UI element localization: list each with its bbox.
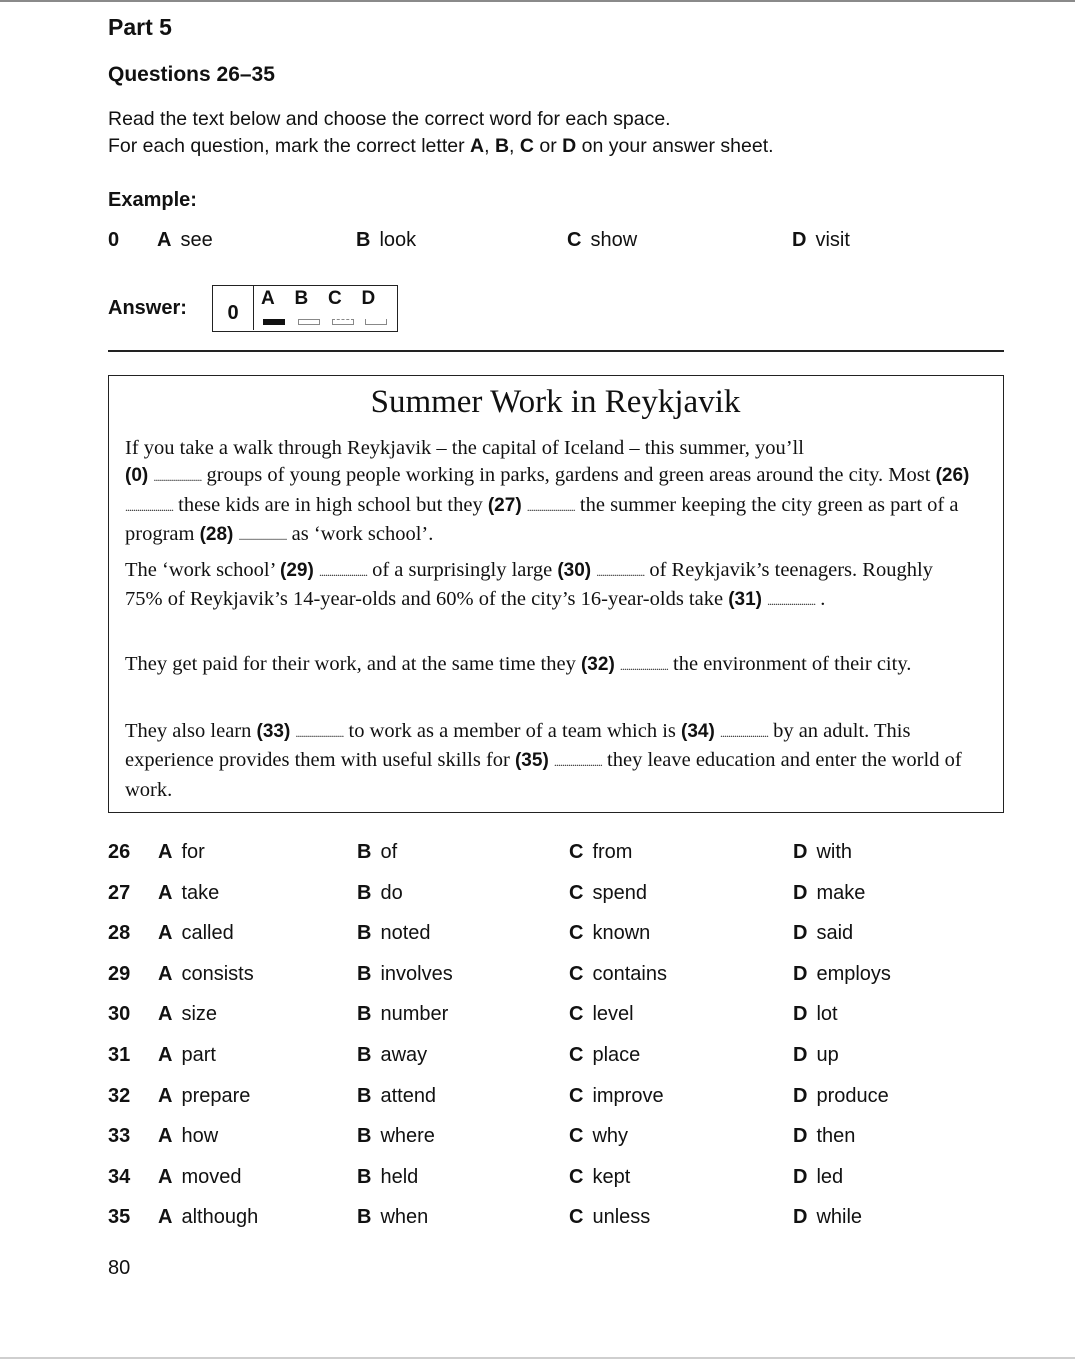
option-d[interactable] [793,841,852,864]
option-letter: A [158,1084,173,1107]
example-label: Example: [108,189,197,211]
passage-text: to work as a member of a team which is [343,720,682,742]
gap-blank: ........................ [767,594,816,609]
option-letter: A [157,229,172,251]
option-letter: B [357,1084,372,1107]
option-c[interactable] [569,841,632,864]
answer-mark-b-empty [298,319,320,325]
section-divider [108,350,1004,352]
gap-number-28: (28) [199,523,234,545]
option-text: noted [380,922,431,945]
question-number: 26 [108,841,131,863]
question-row-26 [108,841,1004,871]
question-number: 31 [108,1044,131,1066]
option-d[interactable] [793,1044,839,1067]
option-d[interactable] [793,963,891,986]
option-text: with [816,841,853,863]
option-letter: A [158,1044,173,1066]
option-text: although [181,1206,259,1229]
answer-letter-c: C [328,288,342,309]
option-letter: D [793,881,808,904]
option-letter: C [569,1206,584,1229]
passage-text: The ‘work school’ [125,559,281,581]
question-row-29 [108,963,1004,993]
option-c[interactable] [569,922,650,945]
option-b[interactable] [357,963,453,986]
passage-text: they leave education and enter the world of work. [125,749,962,801]
option-a[interactable] [158,963,254,986]
option-text: from [592,841,633,863]
option-letter: D [793,1125,808,1148]
gap-number-35: (35) [514,750,549,772]
option-d[interactable] [793,1206,862,1229]
instruction-text: on your answer sheet. [576,135,774,157]
gap-blank: ........................ [295,726,344,740]
question-number: 32 [108,1084,131,1107]
page-number: 80 [108,1257,131,1279]
option-text: for [181,841,205,863]
option-text: prepare [181,1084,251,1107]
question-number: 30 [108,1003,131,1026]
option-d[interactable] [793,922,853,945]
option-text: part [181,1044,216,1066]
gap-number-32: (32) [580,654,615,675]
option-text: led [816,1165,844,1188]
option-letter: C [569,841,584,863]
instruction-text: or [533,135,563,157]
option-b[interactable] [357,922,431,945]
question-row-31 [108,1044,1004,1074]
option-a[interactable] [158,841,205,864]
answer-box-number: 0 [213,286,254,330]
option-d[interactable] [793,882,865,905]
gap-number-27: (27) [487,494,522,516]
option-c[interactable] [569,963,667,986]
option-letter: B [357,1044,372,1066]
gap-blank: ........................ [153,470,202,485]
option-b[interactable] [357,1206,428,1229]
question-row-33 [108,1125,1004,1155]
question-number: 34 [108,1165,131,1188]
option-letter: A [158,1206,173,1229]
passage-text: as ‘work school’. [286,522,434,545]
answer-mark-d-empty [365,319,387,325]
option-text: held [380,1165,419,1188]
option-text: why [592,1125,629,1148]
option-text: see [180,229,213,251]
option-letter: B [357,922,372,945]
option-text: kept [592,1165,631,1188]
option-d[interactable] [793,1166,843,1189]
option-text: take [181,881,220,904]
passage-text: They get paid for their work, and at the same time they [125,653,581,675]
option-b[interactable] [357,882,403,905]
option-text: show [590,229,638,251]
gap-number-26: (26) [935,465,970,487]
option-text: number [380,1003,449,1026]
option-b[interactable] [357,1003,448,1026]
passage-text: They also learn [125,720,257,742]
option-letter: D [793,1084,808,1107]
instruction-text: , [509,135,520,157]
option-letter: A [158,1125,173,1148]
option-b[interactable] [357,1166,418,1189]
instruction-text: For each question, mark the correct letter [108,135,470,157]
option-letter: C [569,962,584,985]
option-text: contains [592,962,667,985]
option-c[interactable] [569,1125,628,1148]
passage-text: by an adult. This experience provides them with useful skills for [125,720,911,772]
questions-title: Questions 26–35 [108,63,275,86]
option-b[interactable] [357,841,397,864]
question-row-27 [108,882,1004,912]
answer-letter-b: B [294,288,309,309]
option-letter: C [569,1165,584,1188]
question-row-28 [108,922,1004,952]
option-a[interactable] [158,922,234,945]
example-number: 0 [108,229,120,251]
example-option-c [567,229,637,252]
option-text: size [181,1003,218,1026]
option-letter: C [569,922,584,945]
passage-text: the environment of their city. [667,653,912,675]
page-top-border [0,0,1075,2]
option-letter: B [357,1125,372,1148]
option-text: level [592,1003,634,1026]
option-letter: A [158,881,173,904]
option-d[interactable] [793,1003,838,1026]
option-a[interactable] [158,1044,216,1067]
instruction-line-2 [108,135,774,158]
answer-label: Answer: [108,297,187,319]
answer-mark-c-empty [332,319,354,325]
option-letter: B [357,962,372,985]
option-letter: D [793,922,808,945]
question-number: 28 [108,922,131,945]
gap-number-29: (29) [280,560,314,581]
option-text: called [181,922,234,945]
option-a[interactable] [158,1003,217,1026]
option-letter: A [158,962,173,985]
option-text: lot [816,1003,838,1026]
option-letter: C [569,1125,584,1148]
option-b[interactable] [357,1044,427,1067]
question-row-32 [108,1085,1004,1115]
option-letter: C [569,1084,584,1107]
option-letter: A [158,1165,173,1188]
passage-text: groups of young people working in parks, gardens and green areas around the city. Most [201,464,936,487]
part-title: Part 5 [108,14,172,40]
option-text: consists [181,962,254,985]
question-number: 35 [108,1206,131,1229]
option-text: away [380,1044,428,1066]
option-letter: A [158,922,173,945]
option-text: attend [380,1084,437,1107]
gap-blank: ........................ [238,528,287,543]
option-a[interactable] [158,882,219,905]
passage-paragraph-3 [125,651,975,680]
option-text: visit [815,229,850,251]
passage-paragraph-4 [125,718,975,804]
option-text: spend [592,881,647,904]
passage-paragraph-2 [125,557,975,616]
option-a[interactable] [158,1206,258,1229]
option-letter: B [357,1206,372,1229]
option-text: make [816,881,866,904]
gap-blank: ........................ [719,726,768,740]
option-letter: D [792,229,807,251]
answer-mark-a-filled [263,319,285,325]
gap-number-34: (34) [681,721,715,742]
option-text: produce [816,1084,889,1107]
option-text: when [380,1206,429,1229]
option-letter: B [357,1003,372,1026]
question-number: 27 [108,881,131,904]
reading-passage-box [108,375,1004,813]
passage-text: If you take a walk through Reykjavik – the capital of Iceland – this summer, you’ll [125,437,804,459]
example-option-a [157,229,213,252]
question-row-35 [108,1206,1004,1236]
option-c[interactable] [569,1206,650,1229]
example-answer-box [212,285,398,332]
passage-text: of a surprisingly large [366,559,558,581]
question-row-34 [108,1166,1004,1196]
passage-text: the summer keeping the city green as part of a program [125,493,959,545]
option-letter: D [793,962,808,985]
option-b[interactable] [357,1125,435,1148]
option-a[interactable] [158,1125,218,1148]
option-d[interactable] [793,1085,889,1108]
option-text: look [379,229,417,251]
option-letter: C [567,229,582,251]
passage-text: . [815,588,826,611]
instruction-letter-a: A [470,135,485,157]
example-option-d [792,229,850,252]
instruction-text: , [484,135,495,157]
option-text: do [380,881,403,904]
option-letter: D [793,1165,808,1188]
option-b[interactable] [357,1085,436,1108]
option-d[interactable] [793,1125,855,1148]
passage-text: of Reykjavik’s teenagers. Roughly 75% of Reykjavik’s 14-year-olds and 60% of the city’s 16-year-olds take [125,559,933,611]
option-text: where [380,1125,435,1148]
option-text: moved [181,1165,242,1188]
option-text: while [816,1206,863,1229]
question-number: 29 [108,962,131,985]
instruction-letter-c: C [519,135,534,157]
option-letter: C [569,1044,584,1066]
option-text: said [816,922,854,945]
option-letter: B [357,881,372,904]
option-letter: B [357,841,372,863]
option-c[interactable] [569,1044,640,1067]
option-text: place [592,1044,641,1066]
option-text: known [592,922,651,945]
option-text: then [816,1125,856,1148]
option-a[interactable] [158,1085,250,1108]
option-letter: D [793,1044,808,1066]
gap-blank: ........................ [596,565,645,579]
option-letter: A [158,1003,173,1026]
option-text: unless [592,1206,651,1229]
option-text: up [816,1044,839,1066]
option-text: of [380,841,398,863]
passage-title: Summer Work in Reykjavik [370,384,741,420]
answer-box-letters [261,288,395,310]
passage-text: these kids are in high school but they [173,493,488,516]
gap-blank: ........................ [619,659,668,673]
passage-paragraph-1 [125,435,975,550]
option-letter: B [357,1165,372,1188]
instruction-letter-b: B [494,135,510,157]
question-number: 33 [108,1125,131,1148]
option-letter: C [569,881,584,904]
option-c[interactable] [569,882,647,905]
gap-number-0: (0) [125,465,149,487]
answer-letter-d: D [361,288,376,309]
option-letter: D [793,1003,808,1026]
option-letter: A [158,841,173,863]
instruction-line-1: Read the text below and choose the correct word for each space. [108,108,671,130]
example-options-row [108,229,1004,259]
gap-blank: ........................ [553,755,602,770]
gap-blank: ........................ [125,499,173,514]
option-text: involves [380,962,453,985]
option-text: employs [816,962,891,985]
example-option-b [356,229,416,252]
option-letter: D [793,841,808,863]
option-letter: D [793,1206,808,1229]
gap-number-30: (30) [557,560,592,581]
option-letter: B [356,229,371,251]
gap-number-31: (31) [728,589,762,611]
option-c[interactable] [569,1166,630,1189]
gap-blank: ........................ [526,499,575,514]
gap-blank: ........................ [318,565,367,579]
option-c[interactable] [569,1003,634,1026]
option-text: how [181,1125,219,1148]
instruction-letter-d: D [562,135,577,157]
question-row-30 [108,1003,1004,1033]
answer-letter-a: A [261,288,275,309]
gap-number-33: (33) [256,721,291,742]
option-letter: C [569,1003,584,1026]
option-a[interactable] [158,1166,241,1189]
option-text: improve [592,1084,664,1107]
option-c[interactable] [569,1085,664,1108]
